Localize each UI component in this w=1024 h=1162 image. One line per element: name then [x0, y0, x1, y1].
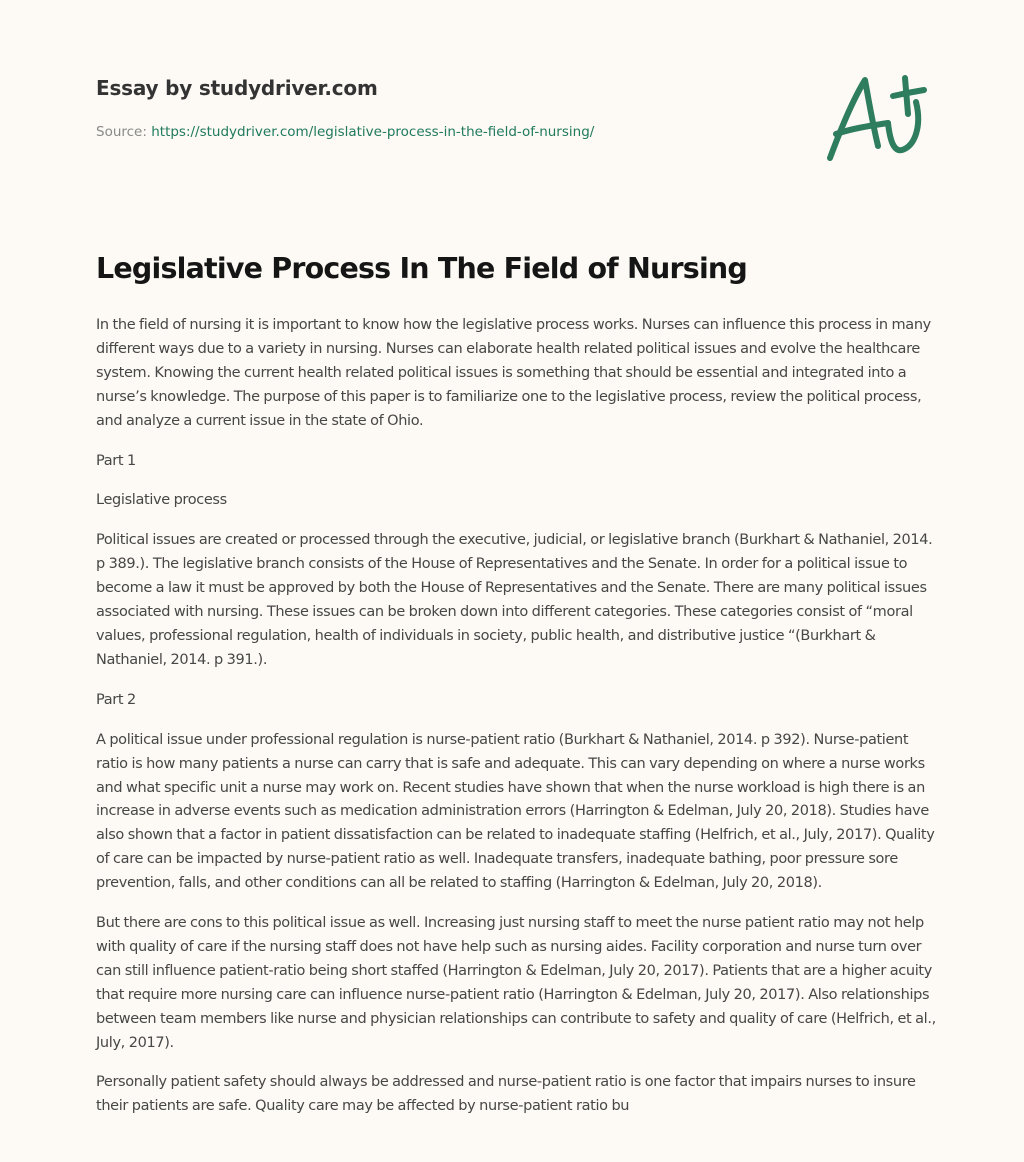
- page-title: Legislative Process In The Field of Nursing: [96, 252, 748, 285]
- a-plus-grade-icon: [820, 66, 930, 166]
- body-paragraph: But there are cons to this political issue as well. Increasing just nursing staff to meet the nurse patient ratio may not help with quality of care if the nursing staff does not have help such as nursing aides. Facility corporation and nurse turn over can still influence patient-ratio being short staffed (Harrington & Edelman, July 20, 2017). Patients that are a higher acuity that require more nursing care can influence nurse-patient ratio (Harrington & Edelman, July 20, 2017). Also relationships between team members like nurse and physician relationships can contribute to safety and quality of care (Helfrich, et al., July, 2017).: [96, 915, 936, 1051]
- body-paragraph: A political issue under professional regulation is nurse-patient ratio (Burkhart & Nathaniel, 2014. p 392). Nurse-patient ratio is how many patients a nurse can carry that is safe and adequate. This can vary depending on where a nurse works and what specific unit a nurse may work on. Recent studies have shown that when the nurse workload is high there is an increase in adverse events such as medication administration errors (Harrington & Edelman, July 20, 2018). Studies have also shown that a factor in patient dissatisfaction can be related to inadequate staffing (Helfrich, et al., July, 2017). Quality of care can be impacted by nurse-patient ratio as well. Inadequate transfers, inadequate bathing, poor pressure sore prevention, falls, and other conditions can all be related to staffing (Harrington & Edelman, July 20, 2018).: [96, 731, 935, 892]
- section-heading-part-2: Part 2: [96, 691, 136, 708]
- subheading-legislative-process: Legislative process: [96, 492, 227, 509]
- source-label: Source:: [96, 124, 152, 140]
- brand-title: Essay by studydriver.com: [96, 76, 378, 100]
- body-paragraph: Political issues are created or processed through the executive, judicial, or legislative branch (Burkhart & Nathaniel, 2014. p 389.). The legislative branch consists of the House of Representatives and the Senate. In order for a political issue to become a law it must be approved by both the House of Representatives and the Senate. There are many political issues associated with nursing. These issues can be broken down into different categories. These categories consist of “moral values, professional regulation, health of individuals in society, public health, and distributive justice “(Burkhart & Nathaniel, 2014. p 391.).: [96, 532, 933, 668]
- intro-paragraph: In the field of nursing it is important to know how the legislative process works. Nurses can influence this process in many different ways due to a variety in nursing. Nurses can elaborate health related political issues and evolve the healthcare system. Knowing the current health related political issues is something that should be essential and integrated into a nurse’s knowledge. The purpose of this paper is to familiarize one to the legislative process, review the political process, and analyze a current issue in the state of Ohio.: [96, 317, 931, 429]
- section-heading-part-1: Part 1: [96, 452, 136, 469]
- article-body: [96, 314, 936, 1135]
- source-line: [96, 124, 594, 140]
- body-paragraph-truncated: Personally patient safety should always be addressed and nurse-patient ratio is one factor that impairs nurses to insure their patients are safe. Quality care may be affected by nurse-patient ratio bu: [96, 1074, 916, 1115]
- source-link[interactable]: https://studydriver.com/legislative-process-in-the-field-of-nursing/: [151, 124, 595, 140]
- site-header: [96, 76, 378, 100]
